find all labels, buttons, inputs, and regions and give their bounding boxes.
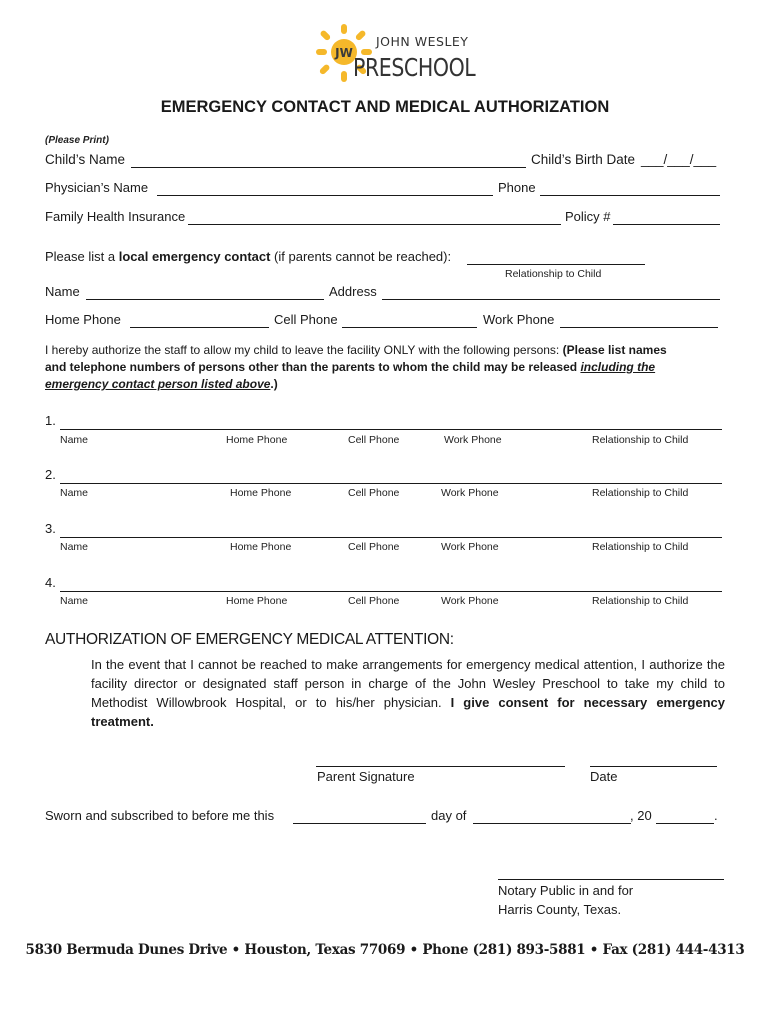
contact-home-phone-field[interactable] — [130, 327, 269, 328]
person-cell-phone-caption: Cell Phone — [348, 595, 400, 607]
childs-name-field[interactable] — [131, 167, 526, 168]
medical-authorization-body: In the event that I cannot be reached to make arrangements for emergency medical attention, I authorize the facility director or designated staff person in charge of the John Wesley Preschool to take my child to Methodist Willowbrook Hospital, or to his/her physician. I give consent for necessary emergency treatment. — [91, 657, 725, 729]
person-home-phone-caption: Home Phone — [226, 595, 288, 607]
person-relationship-caption: Relationship to Child — [592, 595, 689, 607]
person-entry-field[interactable] — [60, 537, 722, 538]
person-cell-phone-caption: Cell Phone — [348, 541, 400, 553]
contact-cell-phone-label: Cell Phone — [274, 312, 338, 327]
person-entry-field[interactable] — [60, 483, 722, 484]
page-title: EMERGENCY CONTACT AND MEDICAL AUTHORIZATION — [160, 98, 610, 116]
sworn-day-field[interactable] — [293, 823, 426, 824]
please-print-note: (Please Print) — [45, 135, 109, 146]
person-relationship-caption: Relationship to Child — [592, 541, 689, 553]
authorized-persons-instructions: I hereby authorize the staff to allow my child to leave the facility ONLY with the following persons: (Please list names and telephone numbers of persons other than the parents to whom the child may be released including the emergency contact person listed above.) — [45, 343, 667, 391]
person-home-phone-caption: Home Phone — [230, 541, 292, 553]
sworn-month-field[interactable] — [473, 823, 631, 824]
person-number: 4. — [45, 575, 56, 590]
person-number: 1. — [45, 413, 56, 428]
policy-number-field[interactable] — [613, 224, 720, 225]
person-relationship-caption: Relationship to Child — [592, 487, 689, 499]
contact-work-phone-label: Work Phone — [483, 312, 555, 327]
sworn-year-field[interactable] — [656, 823, 714, 824]
person-name-caption: Name — [60, 434, 89, 446]
date-label: Date — [590, 769, 618, 784]
notary-line1: Notary Public in and for — [498, 883, 634, 898]
person-work-phone-caption: Work Phone — [441, 487, 499, 499]
footer-address: 5830 Bermuda Dunes Drive • Houston, Texas 77069 • Phone (281) 893-5881 • Fax (281) 444-4313 — [25, 942, 745, 958]
birth-date-field[interactable]: ___/___/___ — [641, 152, 717, 167]
contact-address-label: Address — [329, 284, 377, 299]
person-cell-phone-caption: Cell Phone — [348, 434, 400, 446]
person-entry-field[interactable] — [60, 429, 722, 430]
sworn-text-3: , 20 — [630, 808, 652, 823]
person-cell-phone-caption: Cell Phone — [348, 487, 400, 499]
childs-name-label: Child’s Name — [45, 152, 126, 167]
sworn-text-4: . — [714, 808, 718, 823]
logo-line1: JOHN WESLEY — [376, 34, 469, 49]
person-work-phone-caption: Work Phone — [444, 434, 502, 446]
contact-work-phone-field[interactable] — [560, 327, 718, 328]
contact-address-field[interactable] — [382, 299, 720, 300]
person-relationship-caption: Relationship to Child — [592, 434, 689, 446]
parent-signature-label: Parent Signature — [317, 769, 415, 784]
person-name-caption: Name — [60, 487, 89, 499]
local-contact-prompt: Please list a local emergency contact (if parents cannot be reached): — [45, 249, 452, 264]
contact-name-label: Name — [45, 284, 80, 299]
logo-badge-text: JW — [335, 46, 353, 60]
person-work-phone-caption: Work Phone — [441, 541, 499, 553]
person-home-phone-caption: Home Phone — [226, 434, 288, 446]
school-logo — [316, 22, 476, 86]
physicians-name-label: Physician’s Name — [45, 180, 149, 195]
physician-phone-label: Phone — [498, 180, 536, 195]
contact-name-field[interactable] — [86, 299, 324, 300]
contact-home-phone-label: Home Phone — [45, 312, 121, 327]
parent-signature-field[interactable] — [316, 766, 565, 767]
local-contact-relationship-field[interactable] — [467, 264, 645, 265]
medical-authorization-heading: AUTHORIZATION OF EMERGENCY MEDICAL ATTENTION: — [45, 631, 454, 648]
family-health-insurance-field[interactable] — [188, 224, 561, 225]
person-number: 3. — [45, 521, 56, 536]
person-entry-field[interactable] — [60, 591, 722, 592]
logo-line2: PRESCHOOL — [353, 53, 476, 82]
person-number: 2. — [45, 467, 56, 482]
person-name-caption: Name — [60, 595, 89, 607]
family-health-insurance-label: Family Health Insurance — [45, 209, 186, 224]
physician-phone-field[interactable] — [540, 195, 720, 196]
contact-cell-phone-field[interactable] — [342, 327, 477, 328]
relationship-caption: Relationship to Child — [505, 268, 602, 280]
childs-birth-date-label: Child’s Birth Date — [531, 152, 636, 167]
notary-signature-field[interactable] — [498, 879, 724, 880]
signature-date-field[interactable] — [590, 766, 717, 767]
person-work-phone-caption: Work Phone — [441, 595, 499, 607]
notary-line2: Harris County, Texas. — [498, 902, 622, 917]
person-name-caption: Name — [60, 541, 89, 553]
policy-number-label: Policy # — [565, 209, 611, 224]
physicians-name-field[interactable] — [157, 195, 493, 196]
sworn-text-1: Sworn and subscribed to before me this — [45, 808, 275, 823]
person-home-phone-caption: Home Phone — [230, 487, 292, 499]
sworn-text-2: day of — [431, 808, 467, 823]
